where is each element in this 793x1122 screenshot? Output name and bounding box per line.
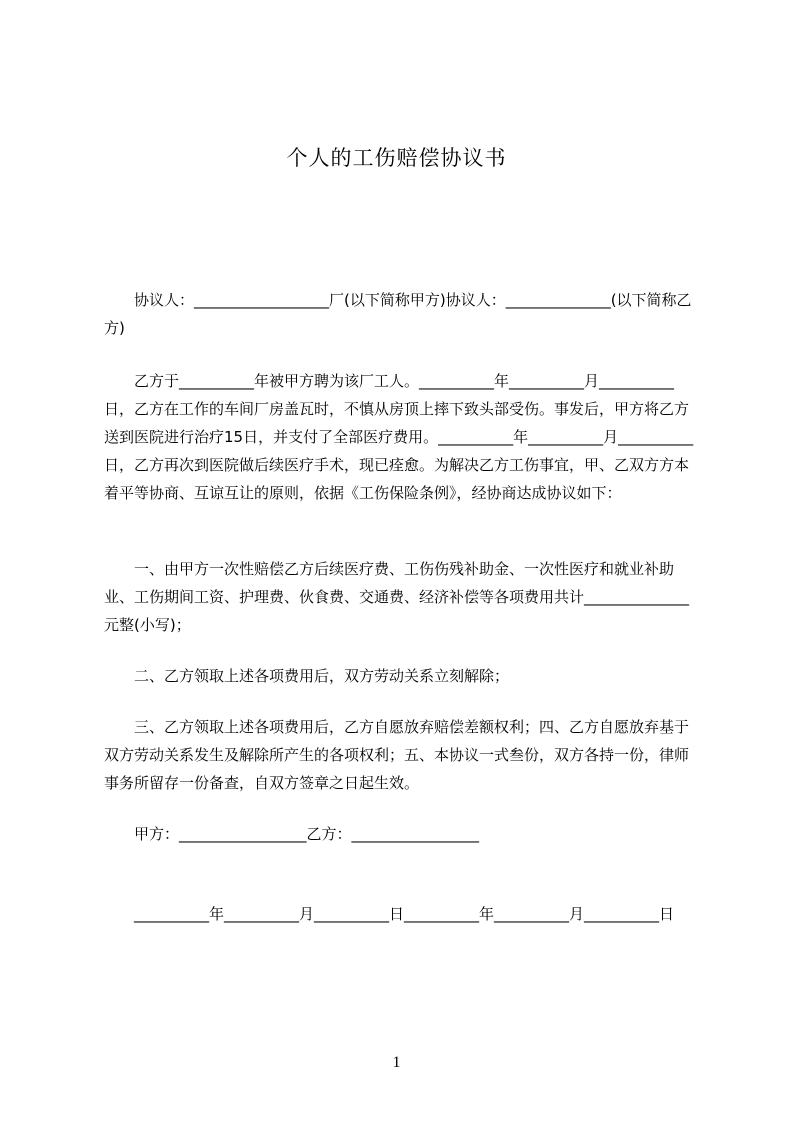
clause-1-paragraph: 一、由甲方一次性赔偿乙方后续医疗费、工伤伤残补助金、一次性医疗和就业补助业、工伤期间工资、护理费、伙食费、交通费、经济补偿等各项费用共计______________元整(小写)； <box>104 560 690 634</box>
parties-paragraph: 协议人：__________________厂(以下简称甲方)协议人：______________(以下简称乙方) <box>104 291 692 337</box>
clause-2-paragraph: 二、乙方领取上述各项费用后，双方劳动关系立刻解除； <box>104 667 510 685</box>
facts-paragraph: 乙方于__________年被甲方聘为该厂工人。__________年__________月__________日，乙方在工作的车间厂房盖瓦时，不慎从房顶上摔下致头部受伤。事发后，甲方将乙方送到医院进行治疗15日，并支付了全部医疗费用。__________年__________月__________日，乙方再次到医院做后续医疗手术，现已痊愈。为解决乙方工伤事宜，甲、乙双方方本着平等协商、互谅互让的原则，依据《工伤保险条例》，经协商达成协议如下： <box>104 372 694 502</box>
dates-line: __________年__________月__________日__________年__________月__________日 <box>104 905 675 923</box>
document-title: 个人的工伤赔偿协议书 <box>286 146 507 170</box>
clause-3-paragraph: 三、乙方领取上述各项费用后，乙方自愿放弃赔偿差额权利；四、乙方自愿放弃基于双方劳动关系发生及解除所产生的各项权利；五、本协议一式叁份，双方各持一份，律师事务所留存一份备查，自双方签章之日起生效。 <box>104 718 690 792</box>
page-number: 1 <box>392 1054 401 1071</box>
signatures-line: 甲方：_________________乙方：_________________ <box>104 825 480 843</box>
